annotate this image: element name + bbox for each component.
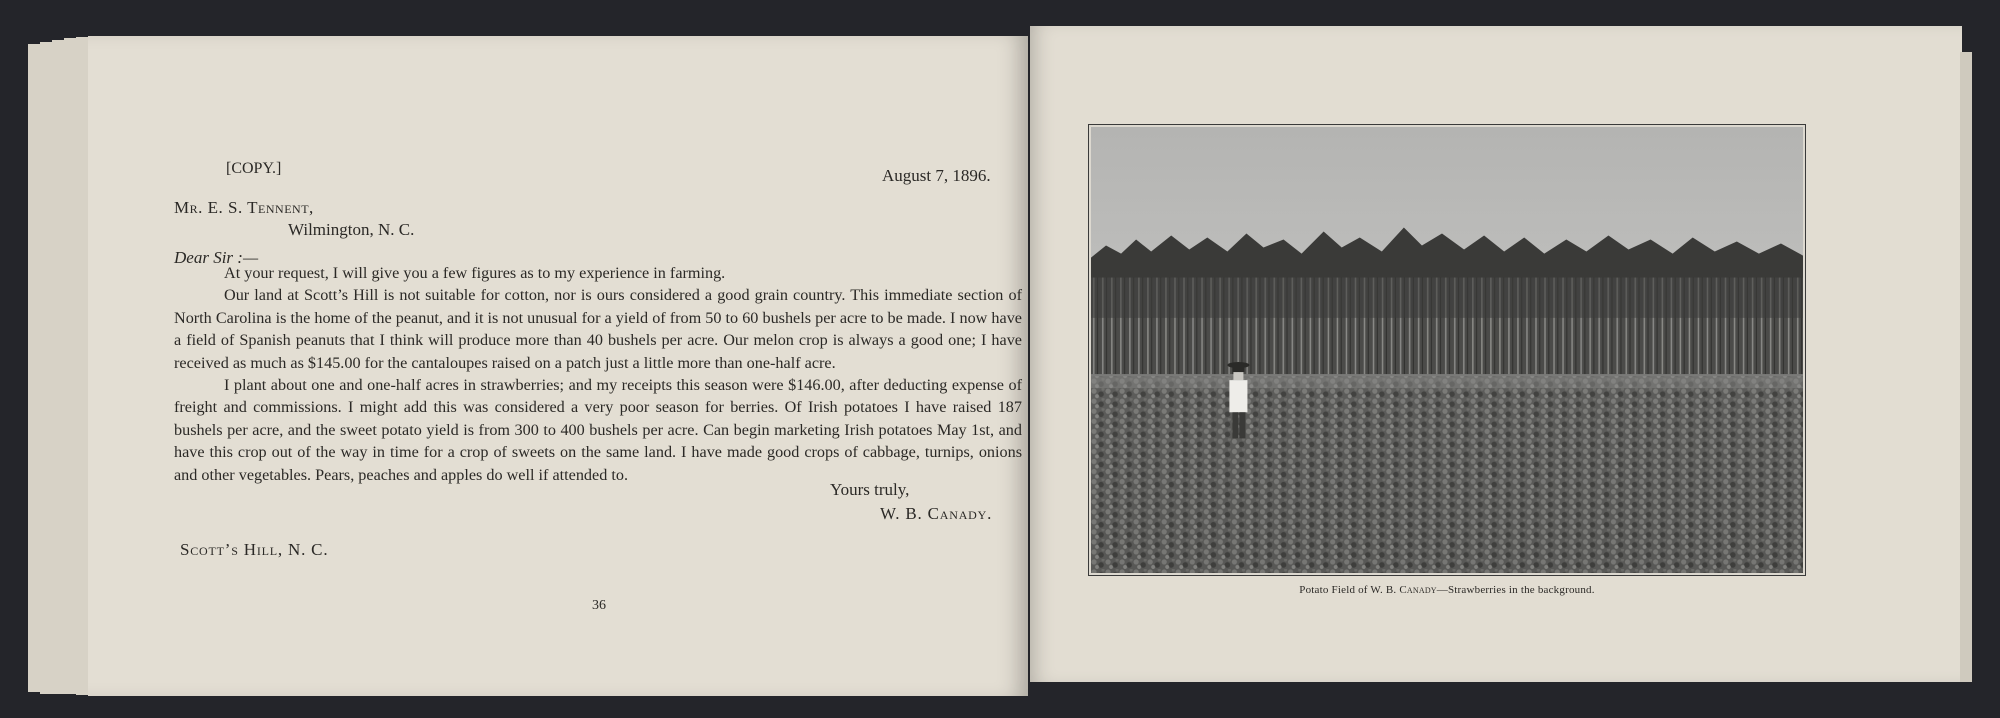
recipient-name: Mr. E. S. Tennent, [174, 198, 314, 217]
caption-name: Canady [1399, 584, 1437, 596]
salutation: Dear Sir :— [174, 248, 259, 267]
copy-mark: [COPY.] [226, 160, 282, 177]
letter-body [174, 262, 1022, 486]
place-line: Scott’s Hill, N. C. [180, 540, 329, 559]
photo-frame [1088, 124, 1806, 576]
photo-caption [1030, 584, 1864, 596]
caption-prefix: Potato Field of W. B. [1299, 584, 1397, 596]
left-page [88, 36, 1028, 696]
caption-suffix: —Strawberries in the background. [1436, 584, 1595, 596]
letter-paragraph: At your request, I will give you a few figures as to my experience in farming. [224, 264, 726, 282]
recipient-city: Wilmington, N. C. [288, 220, 415, 239]
potato-field-photo [1091, 127, 1803, 573]
right-page [1030, 26, 1962, 682]
closing: Yours truly, [830, 480, 910, 499]
letter-paragraph: Our land at Scott’s Hill is not suitable for cotton, nor is ours considered a good grain country. This immediate section of North Carolina is the home of the peanut, and it is not unusual for a yield of from 50 to 60 bushels per acre to be made. I now have a field of Spanish peanuts that I think will produce more than 40 bushels per acre. Our melon crop is always a good one; I have received as much as $145.00 for the cantaloupes raised on a patch just a little more than one-half acre. [174, 286, 1022, 372]
right-page-edge [1960, 52, 1972, 682]
page-number: 36 [592, 598, 606, 613]
letter-paragraph: I plant about one and one-half acres in strawberries; and my receipts this season were $146.00, after deducting expense of freight and commissions. I might add this was considered a very poor season for berries. Of Irish potatoes I have raised 187 bushels per acre, and the sweet potato yield is from 300 to 400 bushels per acre. Can begin marketing Irish potatoes May 1st, and have this crop out of the way in time for a crop of sweets on the same land. I have made good crops of cabbage, turnips, onions and other vegetables. Pears, peaches and apples do well if attended to. [174, 376, 1022, 484]
letter-date: August 7, 1896. [882, 166, 991, 185]
signature: W. B. Canady. [880, 504, 993, 523]
